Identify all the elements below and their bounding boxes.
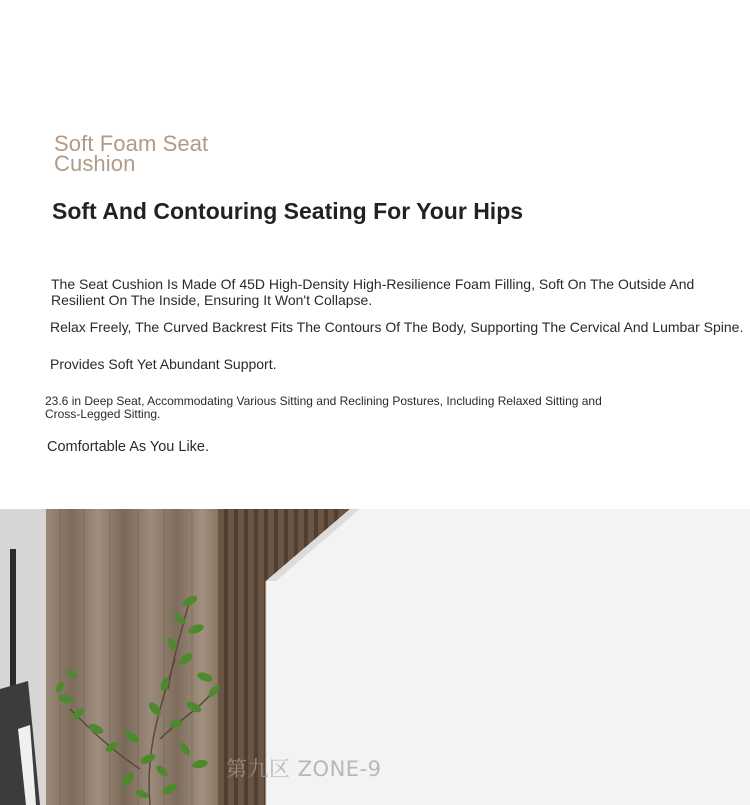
wall-zone-sign: 第九区 ZONE-9 <box>226 757 382 781</box>
feature-paragraph-foam: The Seat Cushion Is Made Of 45D High-Density High-Resilience Foam Filling, Soft On The Outside And Resilient On The Inside, Ensuring It Won't Collapse. <box>51 276 695 308</box>
feature-paragraph-backrest: Relax Freely, The Curved Backrest Fits The Contours Of The Body, Supporting The Cervical And Lumbar Spine. <box>50 319 744 335</box>
feature-paragraph-comfort: Comfortable As You Like. <box>47 439 210 455</box>
feature-paragraph-seat-depth: 23.6 in Deep Seat, Accommodating Various Sitting and Reclining Postures, Including Relaxed Sitting and Cross-Legged Sitting. <box>45 394 602 421</box>
feature-headline: Soft And Contouring Seating For Your Hips <box>52 198 524 224</box>
curtain <box>46 509 220 805</box>
feature-paragraph-support: Provides Soft Yet Abundant Support. <box>50 356 277 372</box>
feature-eyebrow: Soft Foam Seat Cushion <box>54 131 209 176</box>
product-lifestyle-photo <box>0 509 750 805</box>
